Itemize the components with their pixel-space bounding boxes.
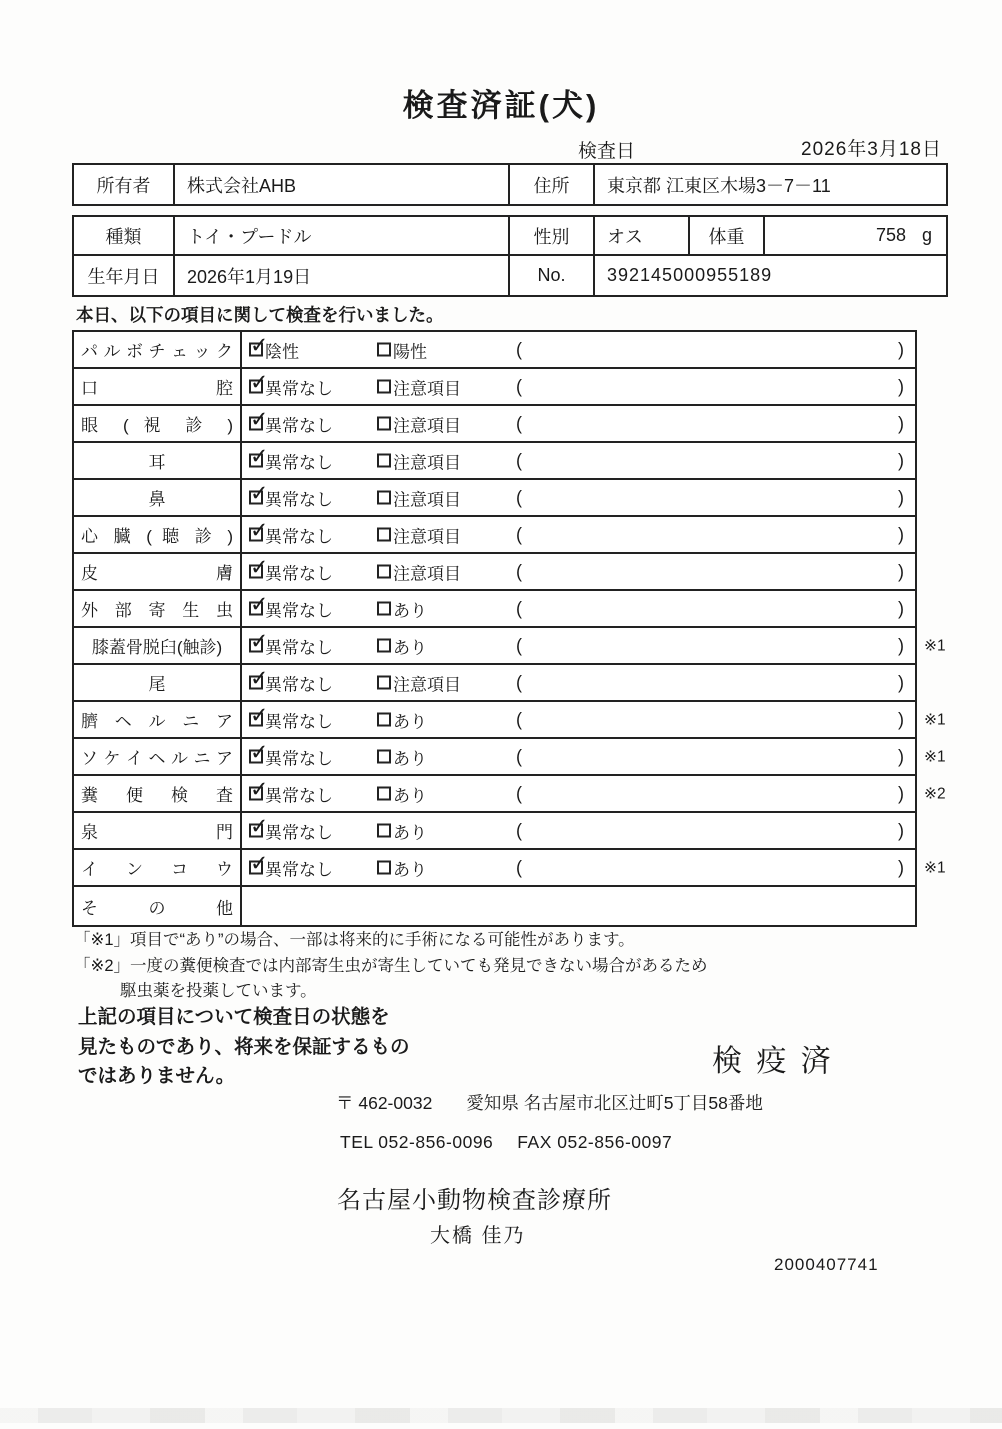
option2-checkbox bbox=[377, 417, 391, 431]
checklist-row-label-text: 耳 bbox=[148, 453, 166, 472]
option1-label: 異常なし bbox=[265, 786, 333, 805]
remark-paren-open: ( bbox=[516, 524, 522, 544]
row-footnote-mark: ※1 bbox=[924, 859, 946, 876]
checklist-row-label-text: 外 部 寄 生 虫 bbox=[81, 601, 233, 620]
remark-paren-close: ) bbox=[898, 820, 904, 840]
check-mark-icon: ✓ bbox=[250, 554, 269, 580]
option1-label: 異常なし bbox=[265, 527, 333, 546]
checklist-row-content bbox=[242, 443, 915, 478]
option2-checkbox bbox=[377, 676, 391, 690]
remark-paren-close: ) bbox=[898, 524, 904, 544]
check-mark-icon: ✓ bbox=[250, 628, 269, 654]
option2 bbox=[377, 670, 461, 695]
disclaimer-line-3: ではありません。 bbox=[78, 1065, 236, 1087]
veterinarian-name: 大橋 佳乃 bbox=[430, 1225, 526, 1247]
option1-checkbox bbox=[249, 554, 269, 580]
check-mark-icon: ✓ bbox=[250, 813, 269, 839]
remark-paren-close: ) bbox=[898, 746, 904, 766]
option1 bbox=[249, 443, 333, 473]
weight-unit: g bbox=[921, 225, 932, 245]
option2-label: あり bbox=[393, 823, 427, 842]
checklist-row-label-text: 泉 門 bbox=[81, 823, 233, 842]
owner-label-cell: 所有者 bbox=[74, 165, 175, 204]
option1 bbox=[249, 517, 333, 547]
check-mark-icon: ✓ bbox=[250, 480, 269, 506]
option1-label: 異常なし bbox=[265, 638, 333, 657]
owner-table-row bbox=[74, 165, 946, 204]
remark-paren-close: ) bbox=[898, 561, 904, 581]
option2-checkbox bbox=[377, 639, 391, 653]
option1-checkbox bbox=[249, 702, 269, 728]
option1 bbox=[249, 369, 333, 399]
remark-paren-close: ) bbox=[898, 783, 904, 803]
checklist-row-content bbox=[242, 665, 915, 700]
checklist-row bbox=[74, 702, 946, 739]
clinic-address-line bbox=[336, 1090, 763, 1115]
checklist-row-label-text: 口 腔 bbox=[81, 379, 233, 398]
checklist-row-label-text: 糞 便 検 査 bbox=[81, 786, 233, 805]
checklist-row bbox=[74, 776, 946, 813]
option2 bbox=[377, 855, 427, 880]
option2-checkbox bbox=[377, 343, 391, 357]
option2-label: あり bbox=[393, 860, 427, 879]
option1-checkbox bbox=[249, 369, 269, 395]
option1-label: 異常なし bbox=[265, 675, 333, 694]
remark-paren-open: ( bbox=[516, 746, 522, 766]
clinic-contact-line bbox=[340, 1132, 672, 1153]
checklist-row-label bbox=[74, 850, 242, 885]
row-footnote-mark: ※1 bbox=[924, 711, 946, 728]
option1 bbox=[249, 739, 333, 769]
option2 bbox=[377, 596, 427, 621]
check-mark-icon: ✓ bbox=[250, 332, 269, 358]
checklist-row-label-text: 眼 ( 視 診 ) bbox=[81, 416, 233, 435]
checklist-row bbox=[74, 739, 946, 776]
disclaimer-line-2: 見たものであり、将来を保証するもの bbox=[78, 1035, 410, 1058]
option2 bbox=[377, 485, 461, 510]
option2 bbox=[377, 559, 461, 584]
checklist-row bbox=[74, 369, 915, 406]
option1-label: 異常なし bbox=[265, 490, 333, 509]
option1 bbox=[249, 776, 333, 806]
checklist-row-label bbox=[74, 406, 242, 441]
checklist-row-content bbox=[242, 369, 915, 404]
remark-paren-close: ) bbox=[898, 376, 904, 396]
clinic-fax: FAX 052-856-0097 bbox=[517, 1132, 673, 1152]
option1-label: 異常なし bbox=[265, 823, 333, 842]
remark-paren-close: ) bbox=[898, 450, 904, 470]
sex-label-cell: 性別 bbox=[510, 217, 595, 254]
check-mark-icon: ✓ bbox=[250, 517, 269, 543]
checklist-row-label-text: 心 臓 ( 聴 診 ) bbox=[81, 527, 233, 546]
option1 bbox=[249, 628, 333, 658]
sex-value-cell: オス bbox=[595, 217, 690, 254]
remark-paren-open: ( bbox=[516, 857, 522, 877]
checklist-row-content bbox=[242, 332, 915, 367]
remark-paren-close: ) bbox=[898, 709, 904, 729]
checklist-row-label-text: イ ン コ ウ bbox=[81, 860, 233, 879]
checklist-row-label bbox=[74, 443, 242, 478]
remark-paren-open: ( bbox=[516, 376, 522, 396]
option2-label: あり bbox=[393, 749, 427, 768]
pet-table bbox=[72, 215, 948, 297]
remark-paren-open: ( bbox=[516, 672, 522, 692]
exam-date-label: 検査日 bbox=[578, 141, 636, 162]
option2-checkbox bbox=[377, 565, 391, 579]
footnote-2-continued: 駆虫薬を投薬しています。 bbox=[120, 982, 317, 1000]
footnote-2: 「※2」一度の糞便検査では内部寄生虫が寄生していても発見できない場合があるため bbox=[74, 956, 708, 975]
checklist-row-content bbox=[242, 406, 915, 441]
remark-paren-open: ( bbox=[516, 635, 522, 655]
clinic-postal-code: 〒 462-0032 bbox=[336, 1093, 433, 1113]
check-mark-icon: ✓ bbox=[250, 665, 269, 691]
checklist-row-label-text: ソ ケ イ ヘ ル ニ ア bbox=[81, 749, 233, 768]
checklist-row-content bbox=[242, 517, 915, 552]
checklist-row-content bbox=[242, 850, 915, 885]
quarantine-stamp: 検 疫 済 bbox=[712, 1045, 834, 1078]
checklist-row-content bbox=[242, 702, 915, 737]
option2-label: 陽性 bbox=[393, 342, 427, 361]
pet-table-row-1 bbox=[74, 217, 946, 256]
checklist-row-label bbox=[74, 702, 242, 737]
option1-label: 異常なし bbox=[265, 416, 333, 435]
check-mark-icon: ✓ bbox=[250, 406, 269, 432]
clinic-name: 名古屋小動物検査診療所 bbox=[337, 1187, 612, 1214]
option2 bbox=[377, 781, 427, 806]
checklist-row-label-text: 皮 膚 bbox=[81, 564, 233, 583]
checklist-row-content bbox=[242, 739, 915, 774]
checklist-row-label bbox=[74, 517, 242, 552]
option2-checkbox bbox=[377, 602, 391, 616]
checklist-row-content bbox=[242, 591, 915, 626]
checklist-row-label bbox=[74, 332, 242, 367]
row-footnote-mark: ※1 bbox=[924, 637, 946, 654]
remark-paren-open: ( bbox=[516, 598, 522, 618]
option2 bbox=[377, 337, 427, 362]
checklist-row-content bbox=[242, 554, 915, 589]
option1 bbox=[249, 406, 333, 436]
option2-label: 注意項目 bbox=[393, 564, 461, 583]
option2-label: 注意項目 bbox=[393, 527, 461, 546]
option1-label: 異常なし bbox=[265, 564, 333, 583]
checklist-row-label-text: そ の 他 bbox=[81, 898, 233, 918]
option2 bbox=[377, 707, 427, 732]
remark-paren-close: ) bbox=[898, 598, 904, 618]
option1-checkbox bbox=[249, 665, 269, 691]
option2-label: 注意項目 bbox=[393, 453, 461, 472]
checklist-row-label bbox=[74, 554, 242, 589]
option1-checkbox bbox=[249, 443, 269, 469]
remark-paren-open: ( bbox=[516, 450, 522, 470]
option2 bbox=[377, 448, 461, 473]
checklist-row-label-text: 鼻 bbox=[148, 490, 166, 509]
row-footnote-mark: ※2 bbox=[924, 785, 946, 802]
checklist-row-label bbox=[74, 776, 242, 811]
option2 bbox=[377, 374, 461, 399]
option2-label: 注意項目 bbox=[393, 416, 461, 435]
option1-checkbox bbox=[249, 517, 269, 543]
remark-paren-open: ( bbox=[516, 561, 522, 581]
option2-checkbox bbox=[377, 750, 391, 764]
footnotes bbox=[74, 928, 708, 1005]
option1-checkbox bbox=[249, 332, 269, 358]
checklist-row-label bbox=[74, 628, 242, 663]
checklist-row-label bbox=[74, 887, 242, 925]
remark-paren-close: ) bbox=[898, 339, 904, 359]
option2-checkbox bbox=[377, 454, 391, 468]
checklist-row-label bbox=[74, 591, 242, 626]
checklist-row bbox=[74, 443, 915, 480]
option2 bbox=[377, 744, 427, 769]
checklist-row-content bbox=[242, 813, 915, 848]
checklist-row bbox=[74, 628, 946, 665]
breed-value-cell: トイ・プードル bbox=[175, 217, 510, 254]
option1 bbox=[249, 813, 333, 843]
checklist-row bbox=[74, 517, 915, 554]
checklist-row-label-text: パ ル ボ チ ェ ッ ク bbox=[81, 342, 233, 361]
remark-paren-close: ) bbox=[898, 857, 904, 877]
option1-label: 異常なし bbox=[265, 712, 333, 731]
exam-date-value: 2026年3月18日 bbox=[801, 139, 942, 160]
checklist-row bbox=[74, 332, 915, 369]
remark-paren-close: ) bbox=[898, 487, 904, 507]
page-title: 検査済証(犬) bbox=[402, 88, 600, 123]
breed-label-cell: 種類 bbox=[74, 217, 175, 254]
disclaimer bbox=[78, 1003, 410, 1092]
option1-label: 異常なし bbox=[265, 860, 333, 879]
checklist-row-content bbox=[242, 776, 915, 811]
checklist-row-label-text: 尾 bbox=[148, 675, 166, 694]
address-label-cell: 住所 bbox=[510, 165, 595, 204]
checklist-row-label bbox=[74, 369, 242, 404]
option2-label: 注意項目 bbox=[393, 675, 461, 694]
checklist-row bbox=[74, 554, 915, 591]
check-mark-icon: ✓ bbox=[250, 850, 269, 876]
option1-label: 異常なし bbox=[265, 379, 333, 398]
remark-paren-open: ( bbox=[516, 413, 522, 433]
weight-value-cell bbox=[765, 217, 946, 254]
remark-paren-open: ( bbox=[516, 487, 522, 507]
option1-checkbox bbox=[249, 591, 269, 617]
option2-checkbox bbox=[377, 824, 391, 838]
remark-paren-close: ) bbox=[898, 635, 904, 655]
remark-paren-close: ) bbox=[898, 413, 904, 433]
check-mark-icon: ✓ bbox=[250, 443, 269, 469]
checklist-row-label bbox=[74, 739, 242, 774]
check-mark-icon: ✓ bbox=[250, 776, 269, 802]
option2-label: 注意項目 bbox=[393, 379, 461, 398]
checklist-row bbox=[74, 406, 915, 443]
option1-checkbox bbox=[249, 739, 269, 765]
weight-value: 758 bbox=[875, 225, 906, 245]
option1 bbox=[249, 850, 333, 880]
scan-artifact-bar bbox=[0, 1408, 1002, 1423]
option2-label: あり bbox=[393, 638, 427, 657]
option1 bbox=[249, 332, 299, 362]
option2-checkbox bbox=[377, 713, 391, 727]
checklist-row bbox=[74, 480, 915, 517]
remark-paren-open: ( bbox=[516, 709, 522, 729]
checklist-row-content bbox=[242, 480, 915, 515]
option2-checkbox bbox=[377, 528, 391, 542]
checklist-row-content bbox=[242, 887, 915, 925]
option1-checkbox bbox=[249, 776, 269, 802]
serial-number: 2000407741 bbox=[774, 1255, 879, 1274]
checklist-table bbox=[72, 330, 946, 927]
option1-label: 異常なし bbox=[265, 453, 333, 472]
option1-checkbox bbox=[249, 480, 269, 506]
option2-label: あり bbox=[393, 601, 427, 620]
address-value-cell: 東京都 江東区木場3－7－11 bbox=[607, 175, 831, 196]
row-footnote-mark: ※1 bbox=[924, 748, 946, 765]
checklist-row bbox=[74, 813, 915, 850]
checklist-row bbox=[74, 850, 946, 887]
option2-checkbox bbox=[377, 787, 391, 801]
option1 bbox=[249, 554, 333, 584]
birth-value-cell: 2026年1月19日 bbox=[175, 256, 510, 295]
checklist-row-label bbox=[74, 813, 242, 848]
option2 bbox=[377, 633, 427, 658]
option1 bbox=[249, 480, 333, 510]
check-mark-icon: ✓ bbox=[250, 739, 269, 765]
option2-label: 注意項目 bbox=[393, 490, 461, 509]
option1-label: 異常なし bbox=[265, 749, 333, 768]
remark-paren-open: ( bbox=[516, 783, 522, 803]
clinic-address: 愛知県 名古屋市北区辻町5丁目58番地 bbox=[466, 1093, 763, 1113]
option2-checkbox bbox=[377, 380, 391, 394]
check-mark-icon: ✓ bbox=[250, 702, 269, 728]
weight-label-cell: 体重 bbox=[690, 217, 765, 254]
option1-checkbox bbox=[249, 813, 269, 839]
option2 bbox=[377, 522, 461, 547]
disclaimer-line-1: 上記の項目について検査日の状態を bbox=[78, 1006, 390, 1028]
check-mark-icon: ✓ bbox=[250, 369, 269, 395]
check-mark-icon: ✓ bbox=[250, 591, 269, 617]
owner-value-cell: 株式会社AHB bbox=[175, 165, 510, 204]
footnote-1: 「※1」項目で“あり”の場合、一部は将来的に手術になる可能性があります。 bbox=[74, 931, 635, 949]
checklist-row bbox=[74, 887, 915, 925]
birth-label-cell: 生年月日 bbox=[74, 256, 175, 295]
checklist-row-label bbox=[74, 480, 242, 515]
remark-paren-close: ) bbox=[898, 672, 904, 692]
intro-text: 本日、以下の項目に関して検査を行いました。 bbox=[76, 305, 444, 325]
checklist-row bbox=[74, 591, 915, 628]
checklist-row-label bbox=[74, 665, 242, 700]
option1-label: 異常なし bbox=[265, 601, 333, 620]
option1-checkbox bbox=[249, 850, 269, 876]
pet-table-row-2 bbox=[74, 256, 946, 295]
clinic-tel: TEL 052-856-0096 bbox=[340, 1132, 494, 1152]
option2-checkbox bbox=[377, 861, 391, 875]
option2-label: あり bbox=[393, 712, 427, 731]
no-label-cell: No. bbox=[510, 256, 595, 295]
option1 bbox=[249, 702, 333, 732]
option2-label: あり bbox=[393, 786, 427, 805]
remark-paren-open: ( bbox=[516, 820, 522, 840]
option1-label: 陰性 bbox=[265, 342, 299, 361]
checklist-row bbox=[74, 665, 915, 702]
checklist-row-content bbox=[242, 628, 915, 663]
checklist-row-label-text: 臍 ヘ ル ニ ア bbox=[81, 712, 233, 731]
owner-table bbox=[72, 163, 948, 206]
option2 bbox=[377, 818, 427, 843]
no-value-cell: 392145000955189 bbox=[607, 265, 773, 285]
remark-paren-open: ( bbox=[516, 339, 522, 359]
option1 bbox=[249, 591, 333, 621]
option2 bbox=[377, 411, 461, 436]
option1 bbox=[249, 665, 333, 695]
option1-checkbox bbox=[249, 406, 269, 432]
option2-checkbox bbox=[377, 491, 391, 505]
checklist-row-label-text: 膝蓋骨脱臼(触診) bbox=[91, 638, 223, 657]
option1-checkbox bbox=[249, 628, 269, 654]
